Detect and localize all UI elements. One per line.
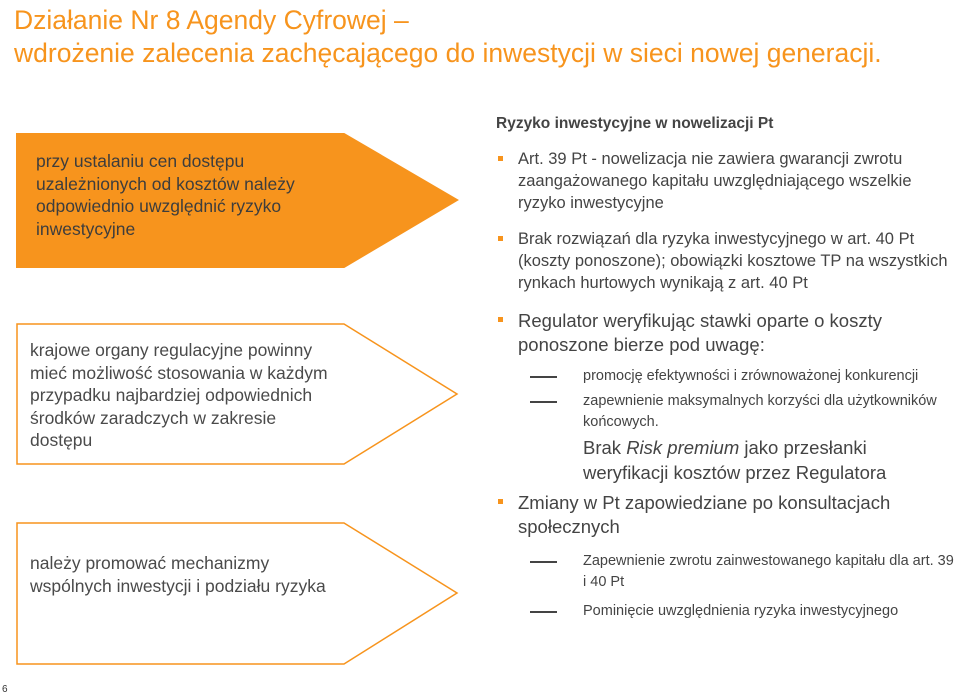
box-1-text: przy ustalaniu cen dostępu uzależnionych od kosztów należy odpowiednio uwzględnić ryzyko inwestycyjne xyxy=(36,151,295,239)
dash-icon xyxy=(530,561,557,563)
note-post: jako przesłanki weryfikacji kosztów przez Regulatora xyxy=(583,437,887,483)
dash-icon xyxy=(530,611,557,613)
risk-premium-note xyxy=(496,435,956,485)
bullet-art-39-text: Art. 39 Pt - nowelizacja nie zawiera gwarancji zwrotu zaangażowanego kapitału uwzględniającego wszelkie ryzyko inwestycyjne xyxy=(518,150,912,212)
note-italic: Risk premium xyxy=(626,437,740,458)
sub-item-capital-text: Zapewnienie zwrotu zainwestowanego kapitału dla art. 39 i 40 Pt xyxy=(583,553,954,590)
title-line-2: wdrożenie zalecenia zachęcającego do inwestycji w sieci nowej generacji. xyxy=(14,38,882,68)
dash-icon xyxy=(530,376,557,378)
sub-item-omission xyxy=(496,601,956,622)
note-pre: Brak xyxy=(583,437,627,458)
bullet-square-icon xyxy=(498,156,503,161)
right-column xyxy=(496,114,956,622)
sub-item-users xyxy=(496,391,956,433)
bullet-regulator-text: Regulator weryfikując stawki oparte o koszty ponoszone bierze pod uwagę: xyxy=(518,310,882,355)
bullet-square-icon xyxy=(498,317,503,322)
sub-item-competition-text: promocję efektywności i zrównoważonej konkurencji xyxy=(583,368,919,384)
page-number: 6 xyxy=(2,684,8,695)
bullet-changes-text: Zmiany w Pt zapowiedziane po konsultacjach społecznych xyxy=(518,492,891,537)
sub-item-competition xyxy=(496,366,956,387)
box-3-text: należy promować mechanizmy wspólnych inwestycji i podziału ryzyka xyxy=(30,553,326,596)
sub-item-users-text: zapewnienie maksymalnych korzyści dla użytkowników końcowych. xyxy=(583,393,937,430)
sub-item-omission-text: Pominięcie uwzględnienia ryzyka inwestycyjnego xyxy=(583,603,899,619)
bullet-square-icon xyxy=(498,236,503,241)
title-line-1: Działanie Nr 8 Agendy Cyfrowej – xyxy=(14,5,409,35)
sub-item-capital xyxy=(496,551,956,593)
bullet-art-40 xyxy=(496,228,956,294)
dash-icon xyxy=(530,401,557,403)
bullet-changes xyxy=(496,491,956,539)
right-heading: Ryzyko inwestycyjne w nowelizacji Pt xyxy=(496,115,774,132)
bullet-art-39 xyxy=(496,148,956,214)
box-2-text: krajowe organy regulacyjne powinny mieć możliwość stosowania w każdym przypadku najbardziej odpowiednich środków zaradczych w zakresie dostępu xyxy=(30,340,328,450)
bullet-regulator xyxy=(496,309,956,357)
bullet-art-40-text: Brak rozwiązań dla ryzyka inwestycyjnego w art. 40 Pt (koszty ponoszone); obowiązki kosztowe TP na wszystkich rynkach hurtowych wynikają z art. 40 Pt xyxy=(518,230,948,292)
bullet-square-icon xyxy=(498,499,503,504)
